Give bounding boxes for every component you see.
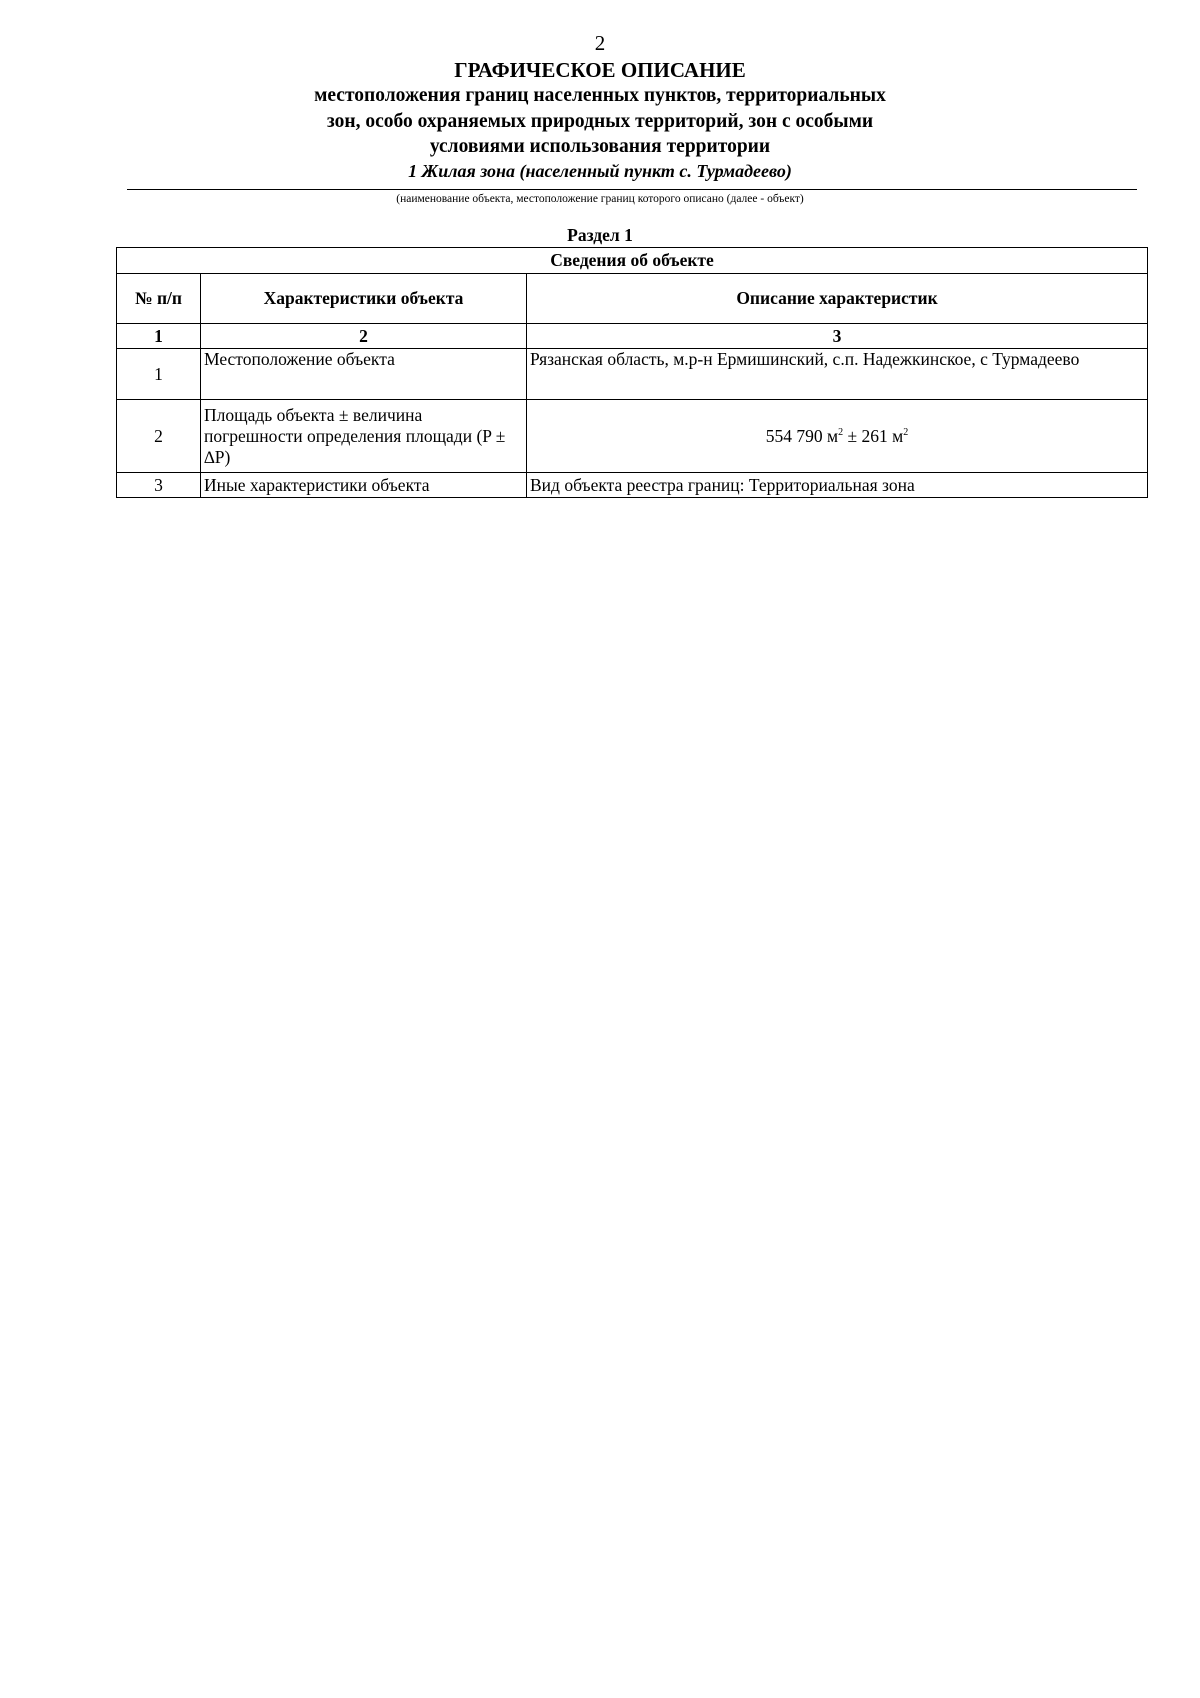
table-header-row [117,274,1148,324]
area-value: 554 790 м [765,425,839,446]
section-title: Раздел 1 [567,225,633,245]
object-name-underline [127,189,1137,190]
table-row [117,400,1148,473]
header-characteristic: Характеристики объекта [201,274,527,324]
row-description: Рязанская область, м.р-н Ермишинский, с.п. Надежкинское, с Турмадеево [527,349,1148,400]
page-number: 2 [594,31,606,55]
table-row [117,349,1148,400]
header-num: № п/п [117,274,201,324]
object-info-table [116,247,1148,498]
row-number: 3 [117,473,201,498]
column-number: 3 [527,324,1148,349]
row-description [527,400,1148,473]
row-number: 1 [117,349,201,400]
row-characteristic: Местоположение объекта [201,349,527,400]
document-subtitle-line: местоположения границ населенных пунктов, территориальных [314,85,886,106]
row-characteristic: Площадь объекта ± величина погрешности определения площади (P ± ∆P) [201,400,527,473]
tolerance-unit-exponent: 2 [903,426,909,438]
column-number: 2 [201,324,527,349]
column-number: 1 [117,324,201,349]
column-number-row [117,324,1148,349]
document-subtitle-line: условиями использования территории [429,136,771,157]
table-row [117,473,1148,498]
document-header [0,58,1200,183]
document-subtitle-line: зон, особо охраняемых природных территорий, зон с особыми [326,110,874,132]
object-name: 1 Жилая зона (населенный пункт с. Турмадеево) [408,160,792,181]
object-name-caption: (наименование объекта, местоположение границ которого описано (далее - объект) [396,193,804,205]
row-number: 2 [117,400,201,473]
table-caption: Сведения об объекте [117,248,1148,274]
row-characteristic: Иные характеристики объекта [201,473,527,498]
row-description: Вид объекта реестра границ: Территориальная зона [527,473,1148,498]
area-tolerance: ± 261 м [843,425,904,446]
document-title: ГРАФИЧЕСКОЕ ОПИСАНИЕ [454,58,746,82]
area-unit-exponent: 2 [838,426,844,438]
header-description: Описание характеристик [527,274,1148,324]
